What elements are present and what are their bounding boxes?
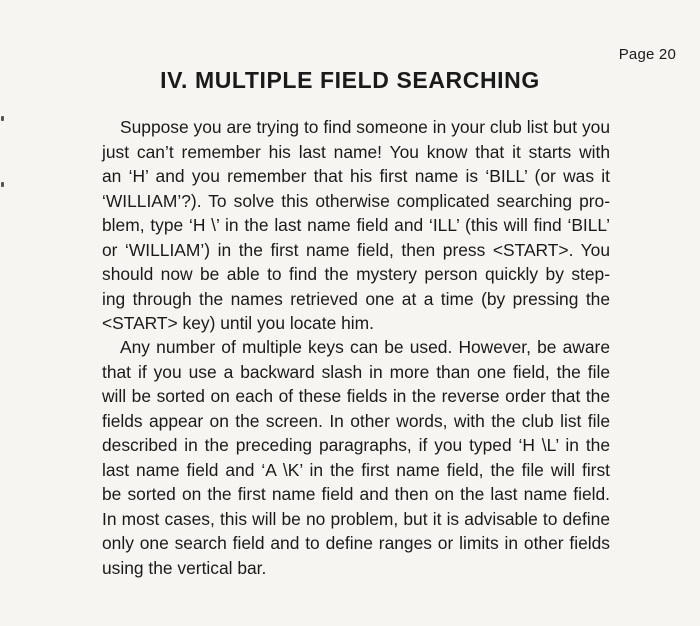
paragraph-line: only one search field and to define ranges or limits in other fields: [102, 533, 610, 553]
paragraph-line: described in the preceding paragraphs, if you typed ‘H \L’ in the: [102, 435, 610, 455]
paragraph-line: <START> key) until you locate him.: [102, 313, 374, 333]
paragraph-1: [102, 115, 610, 336]
paragraph-line: be sorted on the first name field and then on the last name field.: [102, 484, 610, 504]
paragraph-line: ‘WILLIAM’?). To solve this otherwise complicated searching pro-: [102, 190, 610, 211]
paragraph-line: In most cases, this will be no problem, but it is advisable to define: [102, 508, 610, 529]
paragraph-line: that if you use a backward slash in more than one field, the file: [102, 361, 610, 382]
section-title: IV. MULTIPLE FIELD SEARCHING: [160, 67, 540, 93]
paragraph-line: Any number of multiple keys can be used. However, be aware: [120, 337, 610, 357]
paragraph-line: should now be able to find the mystery person quickly by step-: [102, 264, 610, 284]
paragraph-line: will be sorted on each of these fields in the reverse order that the: [102, 386, 610, 406]
paragraph-line: using the vertical bar.: [102, 557, 267, 578]
paragraph-line: an ‘H’ and you remember that his first name is ‘BILL’ (or was it: [102, 166, 610, 186]
paragraph-line: Suppose you are trying to find someone in your club list but you: [120, 117, 610, 137]
margin-mark: [1, 116, 4, 121]
paragraph-2: [102, 335, 610, 580]
paragraph-line: fields appear on the screen. In other words, with the club list file: [102, 410, 610, 431]
paragraph-line: blem, type ‘H \’ in the last name field and ‘ILL’ (this will find ‘BILL’: [102, 215, 610, 235]
margin-mark: [1, 182, 4, 187]
paragraph-line: just can’t remember his last name! You know that it starts with: [102, 141, 610, 162]
paragraph-line: ing through the names retrieved one at a time (by pressing the: [102, 288, 610, 309]
paragraph-line: last name field and ‘A \K’ in the first name field, the file will first: [102, 459, 610, 480]
paragraph-line: or ‘WILLIAM’) in the first name field, then press <START>. You: [102, 239, 610, 260]
page-number: Page 20: [618, 46, 676, 63]
